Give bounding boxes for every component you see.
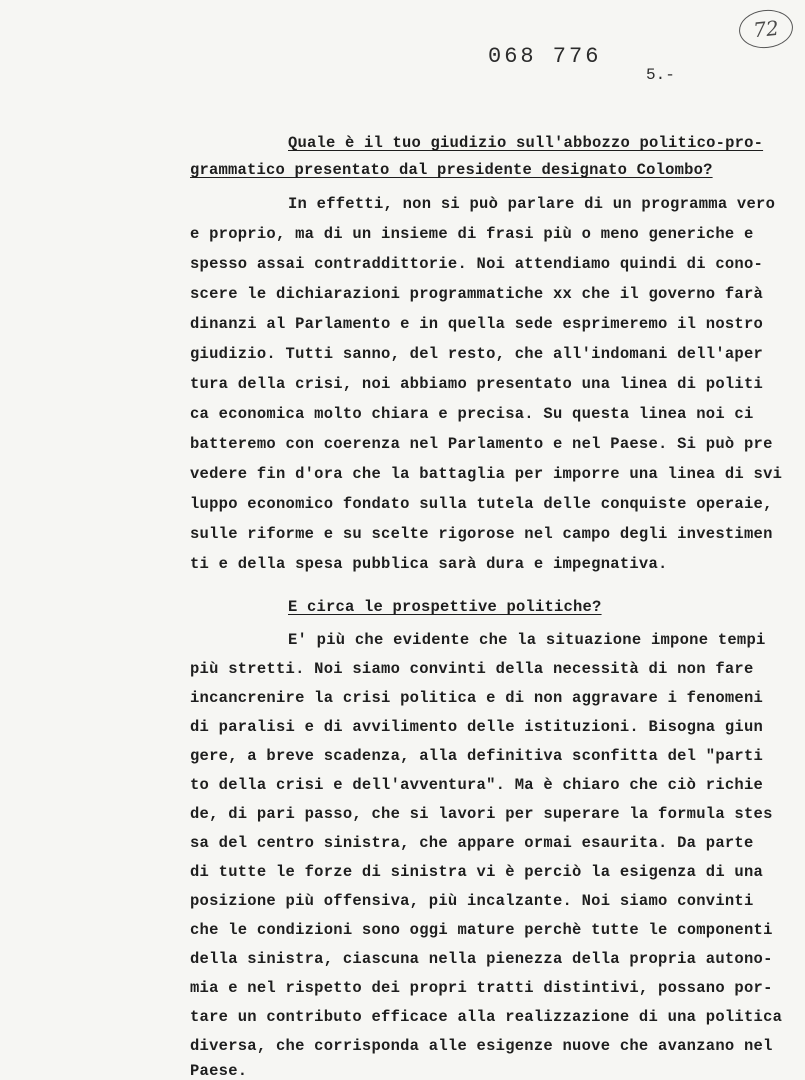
answer-2-line: della sinistra, ciascuna nella pienezza della propria autono-	[190, 950, 773, 968]
answer-2-line: tare un contributo efficace alla realizzazione di una politica	[190, 1008, 783, 1026]
answer-2-line: più stretti. Noi siamo convinti della necessità di non fare	[190, 660, 754, 678]
answer-1-line: spesso assai contraddittorie. Noi attendiamo quindi di cono-	[190, 255, 764, 273]
answer-2-line: sa del centro sinistra, che appare ormai esaurita. Da parte	[190, 834, 754, 852]
answer-1-line: tura della crisi, noi abbiamo presentato una linea di politi	[190, 375, 764, 393]
question-2: E circa le prospettive politiche?	[288, 598, 602, 616]
answer-1-line: ca economica molto chiara e precisa. Su questa linea noi ci	[190, 405, 754, 423]
answer-1-line: scere le dichiarazioni programmatiche xx che il governo farà	[190, 285, 764, 303]
answer-1-line: vedere fin d'ora che la battaglia per imporre una linea di svi	[190, 465, 783, 483]
folio-stamp: 72	[737, 7, 795, 50]
answer-1-line: ti e della spesa pubblica sarà dura e impegnativa.	[190, 555, 668, 573]
answer-1-line: In effetti, non si può parlare di un programma vero	[288, 195, 776, 213]
answer-1-line: dinanzi al Parlamento e in quella sede esprimeremo il nostro	[190, 315, 764, 333]
archive-number: 068 776	[488, 44, 602, 69]
answer-1-line: giudizio. Tutti sanno, del resto, che all'indomani dell'aper	[190, 345, 764, 363]
answer-2-line: gere, a breve scadenza, alla definitiva sconfitta del "parti	[190, 747, 764, 765]
answer-2-line: de, di pari passo, che si lavori per superare la formula stes	[190, 805, 773, 823]
answer-1-line: e proprio, ma di un insieme di frasi più o meno generiche e	[190, 225, 754, 243]
answer-2-line: che le condizioni sono oggi mature perchè tutte le componenti	[190, 921, 773, 939]
question-1-line-2: grammatico presentato dal presidente designato Colombo?	[190, 161, 713, 179]
answer-2-line: Paese.	[190, 1062, 248, 1080]
answer-2-line: posizione più offensiva, più incalzante. Noi siamo convinti	[190, 892, 754, 910]
page-number: 5.-	[646, 66, 675, 84]
answer-2-line: to della crisi e dell'avventura". Ma è chiaro che ciò richie	[190, 776, 764, 794]
answer-2-line: di tutte le forze di sinistra vi è perciò la esigenza di una	[190, 863, 764, 881]
answer-1-line: luppo economico fondato sulla tutela delle conquiste operaie,	[190, 495, 773, 513]
answer-2-line: diversa, che corrisponda alle esigenze nuove che avanzano nel	[190, 1037, 773, 1055]
answer-2-line: mia e nel rispetto dei propri tratti distintivi, possano por-	[190, 979, 773, 997]
answer-1-line: batteremo con coerenza nel Parlamento e nel Paese. Si può pre	[190, 435, 773, 453]
answer-2-line: di paralisi e di avvilimento delle istituzioni. Bisogna giun	[190, 718, 764, 736]
question-1-line-1: Quale è il tuo giudizio sull'abbozzo politico-pro-	[288, 134, 764, 152]
answer-2-line: incancrenire la crisi politica e di non aggravare i fenomeni	[190, 689, 764, 707]
answer-2-line: E' più che evidente che la situazione impone tempi	[288, 631, 766, 649]
answer-1-line: sulle riforme e su scelte rigorose nel campo degli investimen	[190, 525, 773, 543]
